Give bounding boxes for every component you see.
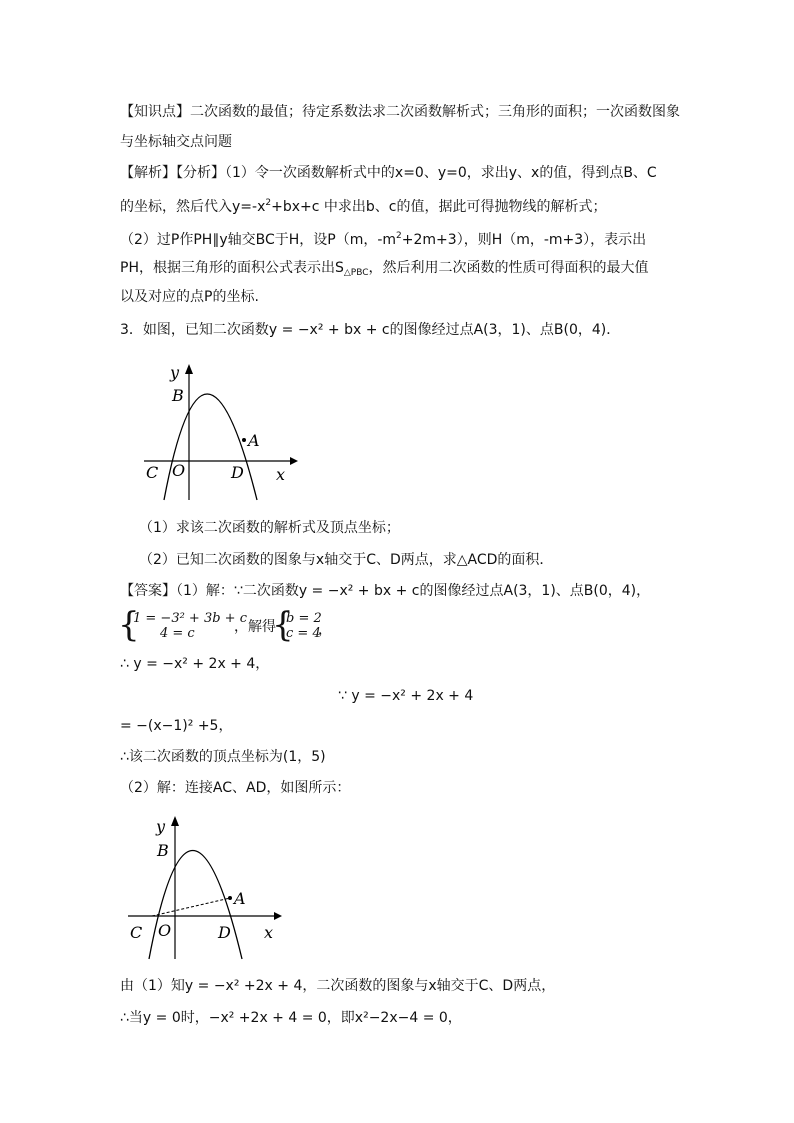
x-axis-arrow-icon: [274, 912, 282, 920]
system-eq-1: 1 = −3² + 3b + c: [133, 611, 247, 626]
question-stem: 3．如图，已知二次函数y = −x² + bx + c的图像经过点A(3，1)、点B(0，4)．: [120, 322, 621, 338]
solution-eq-2: c = 4: [286, 626, 321, 641]
system-eq-2: 4 = c: [160, 626, 195, 641]
parabola-figure-1: [140, 358, 300, 503]
question-part-1: （1）求该二次函数的解析式及顶点坐标；: [139, 520, 400, 536]
superscript: 2: [396, 231, 402, 241]
analysis-line-5: 以及对应的点P的坐标.: [120, 289, 259, 305]
analysis-text: +2m+3），则H（m，-m+3），表示出: [401, 232, 647, 248]
parabola-figure-2: [124, 812, 284, 962]
label-a: A: [248, 431, 260, 450]
answer-line-6: （2）解：连接AC、AD，如图所示：: [120, 780, 351, 796]
label-b: B: [172, 386, 184, 405]
knowledge-points-line-2: 与坐标轴交点问题: [120, 134, 232, 150]
answer-line-2: ∴ y = −x² + 2x + 4，: [120, 656, 270, 672]
solution-eq-1: b = 2: [286, 611, 322, 626]
answer-line-8: ∴当y = 0时，−x² +2x + 4 = 0，即x²−2x−4 = 0，: [120, 1010, 462, 1026]
question-part-2: （2）已知二次函数的图象与x轴交于C、D两点，求△ACD的面积．: [139, 552, 554, 568]
analysis-line-3: [120, 226, 646, 250]
answer-line-4: = −(x−1)² +5，: [120, 718, 233, 734]
analysis-line-4: [120, 258, 649, 283]
superscript: 2: [265, 198, 272, 208]
label-d: D: [218, 923, 231, 942]
analysis-text: （2）过P作PH∥y轴交BC于H，设P（m，-m: [120, 232, 397, 248]
analysis-text: PH，根据三角形的面积公式表示出S: [120, 260, 344, 276]
answer-line-1: 【答案】（1）解：∵二次函数y = −x² + bx + c的图像经过点A(3，1)、点B(0，4)，: [120, 583, 651, 599]
y-axis-arrow-icon: [185, 364, 193, 374]
knowledge-points-line: 【知识点】二次函数的最值；待定系数法求二次函数解析式；三角形的面积；一次函数图象: [120, 104, 680, 120]
analysis-line: 【解析】【分析】（1）令一次函数解析式中的x=0、y=0，求出y、x的值，得到点B、C: [120, 165, 657, 181]
solution-end: ，: [318, 622, 332, 638]
parabola-curve: [164, 394, 257, 500]
label-c: C: [146, 463, 159, 482]
label-x: x: [264, 923, 274, 942]
answer-line-7: 由（1）知y = −x² +2x + 4，二次函数的图象与x轴交于C、D两点，: [120, 978, 556, 994]
solution-brace: {: [272, 605, 294, 645]
analysis-text: 的坐标，然后代入y=-x: [120, 199, 266, 215]
analysis-line-2: [120, 193, 606, 217]
label-o: O: [172, 461, 186, 480]
analysis-text: ，然后利用二次函数的性质可得面积的最大值: [368, 260, 649, 276]
x-axis-arrow-icon: [290, 457, 298, 465]
label-a: A: [234, 889, 246, 908]
solve-label: ，解得: [234, 619, 276, 635]
point-a: [242, 438, 246, 442]
answer-line-3: ∵ y = −x² + 2x + 4: [338, 688, 474, 704]
system-brace: {: [118, 605, 140, 645]
label-b: B: [157, 841, 169, 860]
label-x: x: [276, 465, 286, 484]
label-y: y: [156, 817, 166, 836]
segment-ac: [152, 898, 230, 916]
analysis-text: +bx+c 中求出b、c的值，据此可得抛物线的解析式；: [271, 199, 607, 215]
answer-line-5: ∴该二次函数的顶点坐标为(1，5): [120, 749, 326, 765]
label-c: C: [130, 923, 143, 942]
point-a: [228, 896, 232, 900]
subscript: △PBC: [343, 268, 369, 278]
y-axis-arrow-icon: [171, 816, 179, 826]
label-o: O: [158, 921, 172, 940]
label-y: y: [170, 363, 180, 382]
parabola-curve: [149, 851, 242, 960]
label-d: D: [231, 463, 244, 482]
